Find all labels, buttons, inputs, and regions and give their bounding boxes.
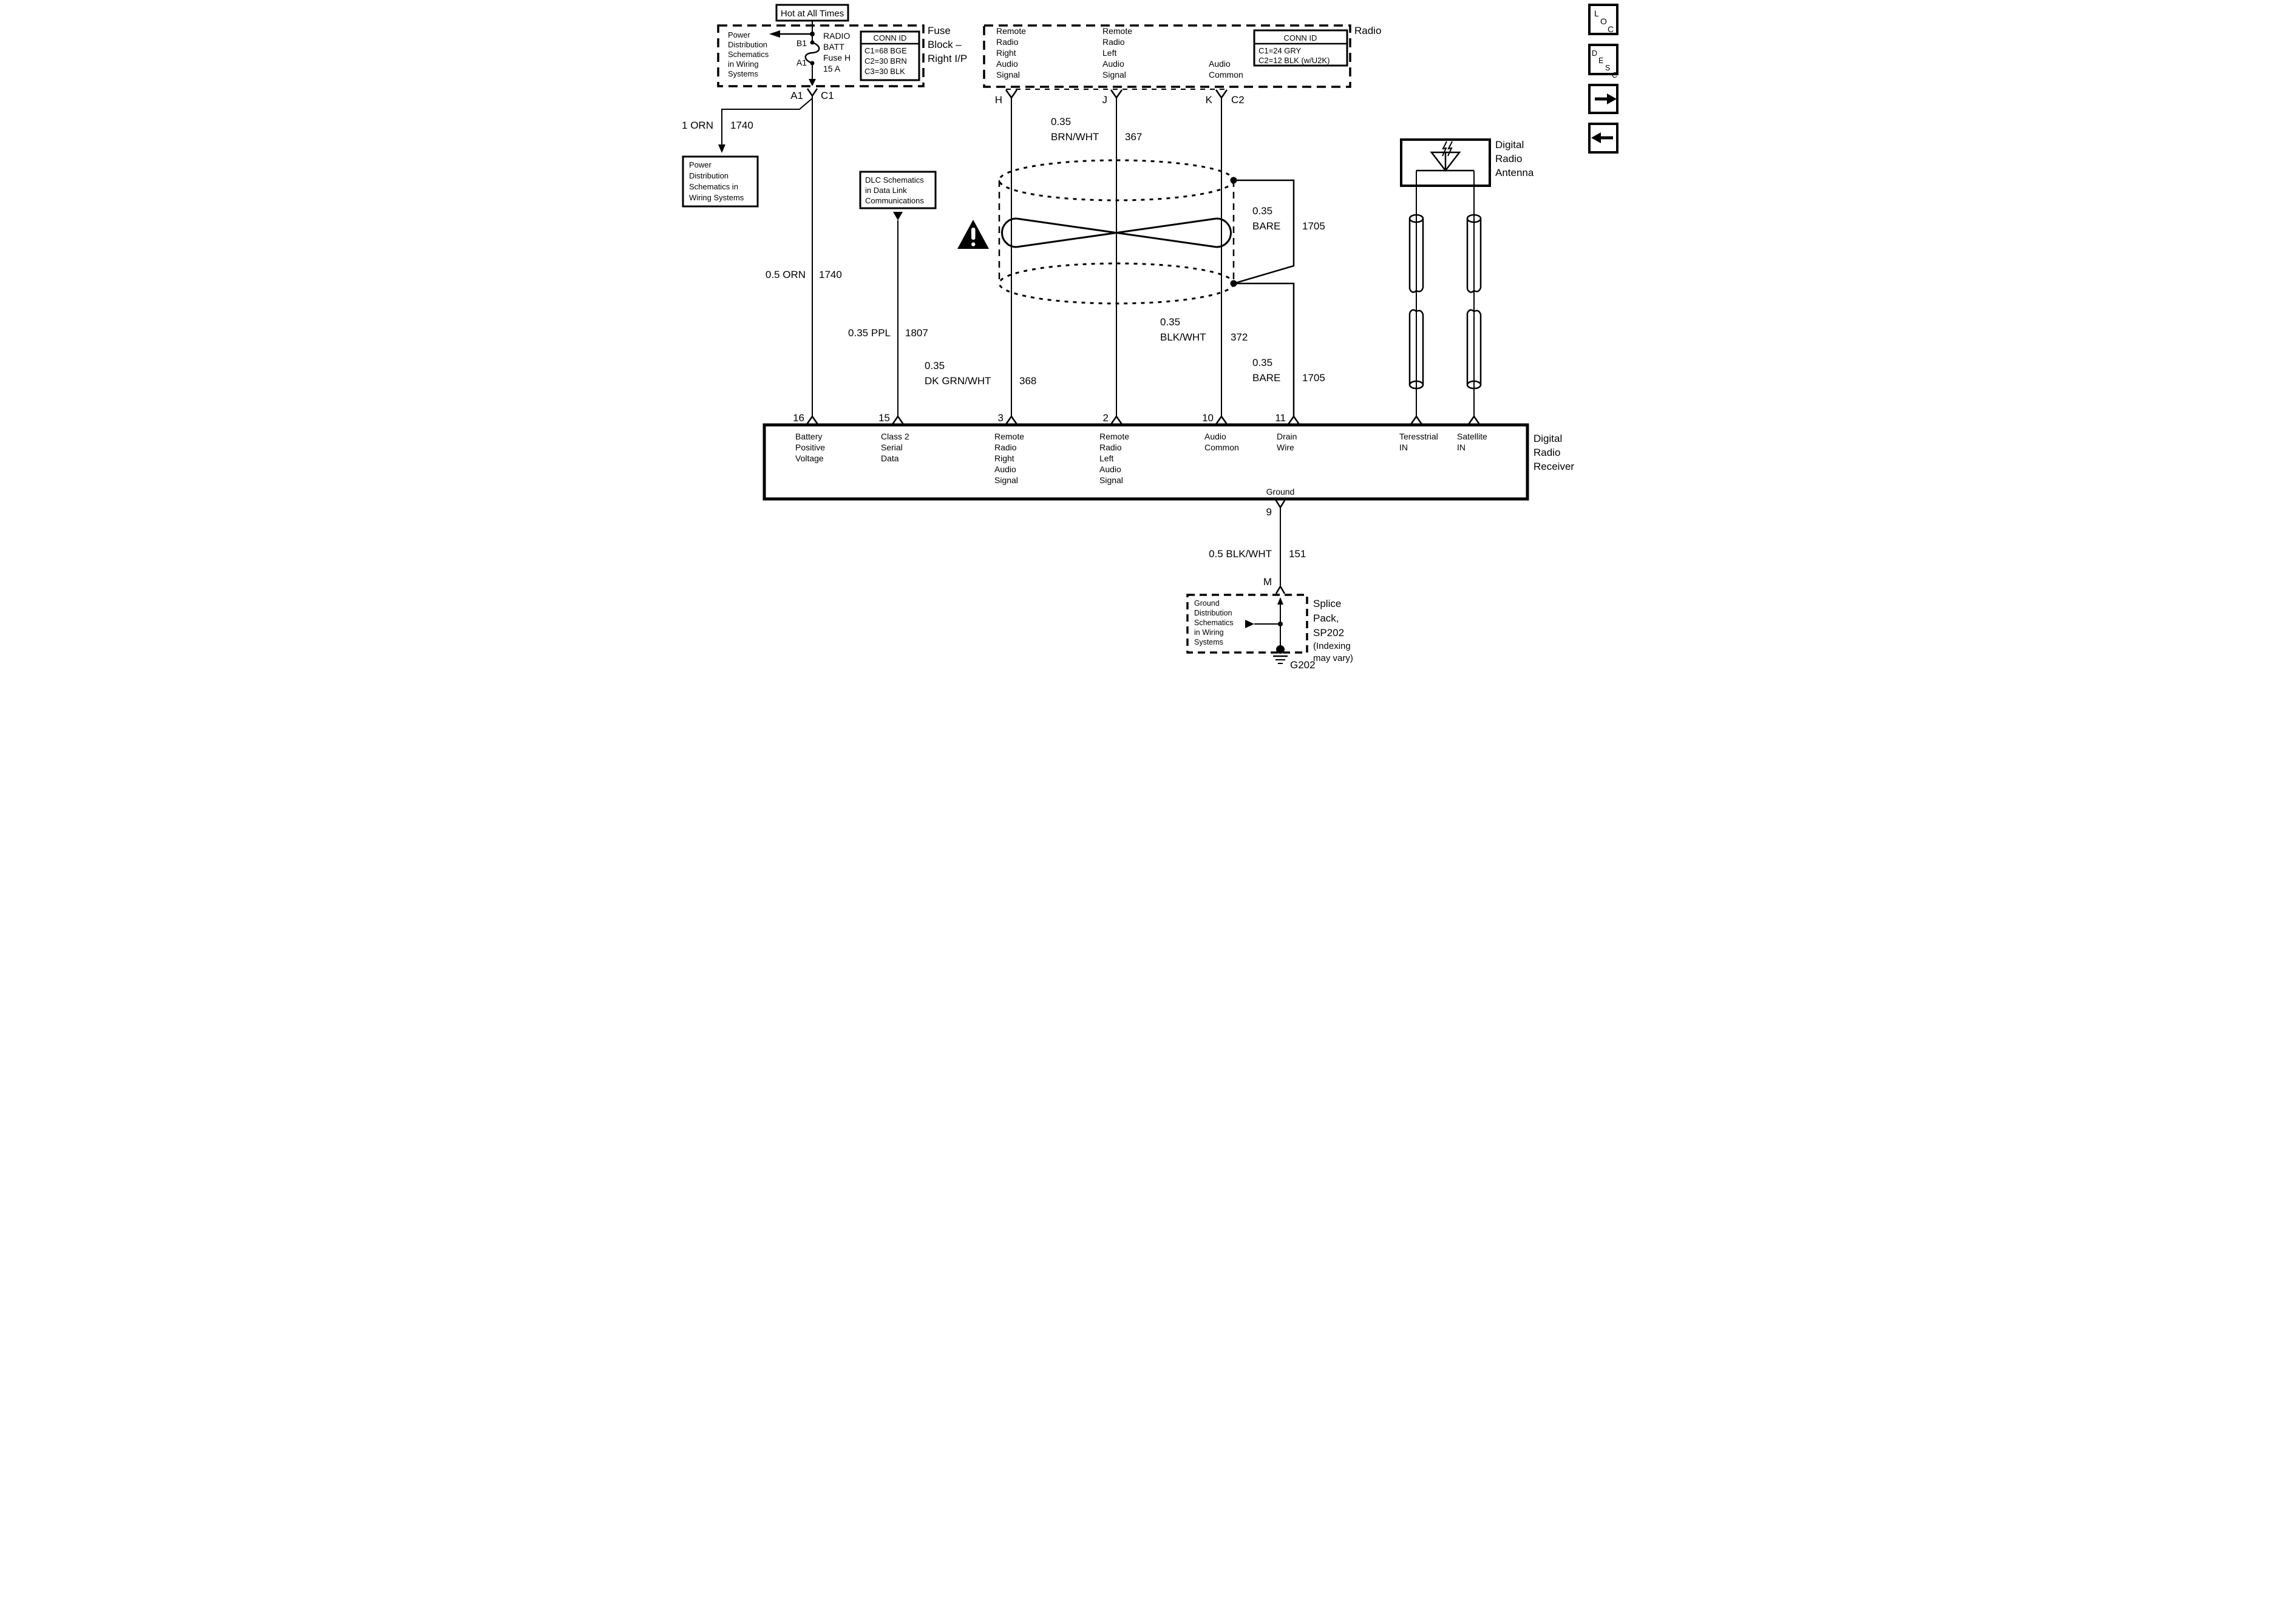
radio-col-line: Audio [1208, 59, 1231, 69]
pin-9-label: 9 [1266, 506, 1272, 518]
pin-desc-line: Class 2 [880, 432, 909, 441]
pin-desc-line: Satellite [1456, 432, 1487, 441]
receiver-label-line: Receiver [1533, 461, 1574, 472]
note-line: Systems [727, 69, 758, 78]
wiring-diagram-canvas [674, 0, 1622, 670]
radio-pin-connectors [994, 90, 1244, 106]
g202-label: G202 [1289, 659, 1316, 670]
note-line: Distribution [727, 40, 767, 49]
receiver-pin-terrestrial [1399, 416, 1438, 452]
radio-col-line: Signal [1102, 70, 1126, 80]
fuse-description [823, 31, 851, 73]
pin-number: 16 [792, 412, 804, 424]
pin-desc-line: Positive [795, 442, 825, 452]
ref-arrow-icon [1245, 620, 1280, 628]
pin-desc-line: Radio [994, 442, 1017, 452]
splice-dot [1276, 645, 1285, 654]
ppl-wire-label: 0.35 PPL [847, 327, 891, 339]
circuit-number: 1705 [1302, 372, 1325, 384]
orn-wire-label: 0.5 ORN [765, 269, 806, 280]
radio-col-line: Audio [996, 59, 1018, 69]
conn-id-row: C3=30 BLK [864, 67, 905, 76]
ground-distribution-note [1194, 599, 1234, 646]
desc-char-2: E [1598, 56, 1603, 65]
ppl-circuit-number: 1807 [905, 327, 928, 339]
connector-fork-icon [1006, 90, 1017, 98]
radio-col-line: Signal [996, 70, 1020, 80]
pin-k-label: K [1205, 94, 1212, 106]
audio-wires [925, 98, 1248, 416]
wire-size: 0.35 [1160, 316, 1180, 328]
circuit-number: 367 [1124, 131, 1142, 143]
wire-372-label [1160, 316, 1248, 343]
blkwht-wire-label: 0.5 BLK/WHT [1208, 548, 1272, 560]
antenna-label-line: Digital [1495, 139, 1524, 151]
note-line: Schematics [727, 50, 769, 59]
radio-conn-id-table [1254, 30, 1347, 66]
splice-label-line: Splice [1313, 598, 1341, 609]
desc-char-1: D [1591, 49, 1597, 58]
ref-box-line: Wiring Systems [688, 193, 744, 202]
connector-fork-icon [892, 416, 903, 424]
fuse-line: BATT [823, 42, 844, 52]
pin-desc-line: Data [880, 453, 899, 463]
wire-size: 0.35 [1050, 116, 1071, 127]
radio-col-line: Audio [1102, 59, 1124, 69]
radio-box [984, 25, 1381, 106]
conn-id-header: CONN ID [873, 33, 906, 42]
pin-number: 10 [1201, 412, 1214, 424]
radio-label: Radio [1354, 25, 1381, 36]
connector-fork-icon [1276, 586, 1285, 594]
desc-char-4: C [1611, 71, 1617, 80]
pin-desc-line: Left [1099, 453, 1113, 463]
pin-desc-line: Audio [994, 464, 1016, 474]
receiver-pin-3 [994, 412, 1024, 485]
wire-color: DK GRN/WHT [924, 375, 991, 387]
wire-size: 0.35 [924, 360, 945, 371]
connector-fork-icon [1111, 90, 1122, 98]
conn-id-header: CONN ID [1283, 33, 1317, 42]
loc-char-1: L [1594, 8, 1599, 18]
up-arrow-icon [1277, 597, 1283, 605]
radio-col-line: Common [1208, 70, 1243, 80]
fuse-block-label-line: Right I/P [927, 53, 967, 64]
wire-color: BLK/WHT [1160, 331, 1206, 343]
desc-button[interactable] [1589, 45, 1617, 80]
next-button[interactable] [1589, 85, 1617, 113]
splice-label-line: (Indexing [1313, 641, 1351, 651]
antenna-icon [1432, 141, 1459, 171]
splice-label-line: Pack, [1313, 612, 1339, 624]
pin-h-label: H [994, 94, 1002, 106]
connector-fork-icon [1216, 90, 1227, 98]
wire-color: BRN/WHT [1050, 131, 1099, 143]
pin-desc-line: Audio [1204, 432, 1226, 441]
pin-number: 3 [997, 412, 1004, 424]
nav-buttons [1589, 5, 1617, 152]
pin-c2-label: C2 [1231, 94, 1245, 106]
receiver-pin-15 [878, 412, 909, 463]
desc-char-3: S [1605, 64, 1610, 72]
receiver-pin-16 [793, 412, 825, 463]
shield-assembly [957, 160, 1237, 303]
circuit-number: 368 [1019, 375, 1036, 387]
radio-pin-k-description [1209, 59, 1243, 80]
conn-id-row: C1=24 GRY [1258, 46, 1301, 55]
note-line: Distribution [1194, 609, 1232, 617]
connector-fork-icon [1288, 416, 1299, 424]
connector-fork-icon [807, 89, 817, 96]
conn-id-row: C1=68 BGE [864, 46, 907, 55]
drain-wire [1234, 180, 1325, 416]
loc-char-3: C [1607, 24, 1614, 34]
bare-upper-label [1252, 205, 1325, 232]
note-line: Power [727, 30, 750, 39]
note-line: in Wiring [1194, 628, 1224, 637]
wire-size: 0.35 [1252, 357, 1272, 368]
radio-col-line: Right [996, 48, 1016, 58]
receiver-label [1533, 433, 1574, 472]
connector-fork-icon [1111, 416, 1122, 424]
digital-radio-receiver [764, 412, 1574, 499]
back-arrow-icon [1591, 132, 1613, 143]
splice-pack-label [1313, 598, 1353, 663]
fuse-block-label-line: Fuse [927, 25, 951, 36]
orn-circuit-number: 1740 [818, 269, 842, 280]
dlc-ref-box [860, 172, 936, 208]
connector-fork-icon [807, 416, 818, 424]
wiring-diagram-page [674, 0, 1622, 670]
wire-color: BARE [1252, 372, 1280, 384]
dlc-line: DLC Schematics [864, 175, 924, 185]
splice-label-line: may vary) [1313, 653, 1353, 663]
fuse-line: RADIO [823, 31, 850, 41]
branch-wire-label: 1 ORN [681, 120, 713, 131]
pin-m-label: M [1263, 576, 1272, 588]
radio-pin-j-description [1102, 26, 1132, 80]
pin-desc-line: Drain [1276, 432, 1297, 441]
forward-arrow-icon [1595, 93, 1617, 104]
note-line: Systems [1194, 638, 1223, 646]
pin-desc-line: Wire [1276, 442, 1294, 452]
receiver-pin-10 [1202, 412, 1239, 452]
ground-label: Ground [1266, 487, 1294, 497]
bare-lower-label [1252, 357, 1325, 384]
wire-size: 0.35 [1252, 205, 1272, 217]
fuse-icon [805, 34, 819, 86]
note-line: Ground [1194, 599, 1220, 608]
pin-j-label: J [1102, 94, 1107, 106]
note-line: in Wiring [727, 59, 759, 69]
circuit-number: 1705 [1302, 220, 1325, 232]
wire-367-label [1051, 116, 1142, 143]
blkwht-circuit-number: 151 [1288, 548, 1306, 560]
pin-desc-line: Remote [1099, 432, 1129, 441]
connector-fork-icon [1006, 416, 1017, 424]
fuse-block-label [928, 25, 967, 64]
wire-368-label [925, 360, 1036, 387]
pin-desc-line: Radio [1099, 442, 1122, 452]
down-arrow-icon [718, 144, 725, 153]
power-distribution-note [728, 30, 769, 78]
splice-label-line: SP202 [1313, 627, 1344, 639]
pin-desc-line: Battery [795, 432, 822, 441]
receiver-label-line: Radio [1533, 447, 1560, 458]
conn-id-row: C2=12 BLK (w/U2K) [1258, 56, 1330, 65]
pin-number: 2 [1102, 412, 1109, 424]
class2-wire [848, 172, 936, 416]
circuit-number: 372 [1230, 331, 1248, 343]
pin-desc-line: Signal [994, 475, 1018, 485]
splice-pack [1187, 595, 1353, 670]
receiver-label-line: Digital [1533, 433, 1562, 444]
terminal-b1-label: B1 [796, 38, 807, 48]
pin-desc-line: IN [1399, 442, 1408, 452]
fuse-block-label-line: Block – [927, 39, 962, 50]
receiver-pin-satellite [1457, 416, 1487, 452]
pin-desc-line: Audio [1099, 464, 1121, 474]
ground-icon [1273, 656, 1288, 663]
ref-box-line: Schematics in [688, 182, 738, 191]
connector-c1-label: C1 [820, 90, 834, 101]
radio-col-line: Remote [996, 26, 1026, 36]
radio-col-line: Remote [1102, 26, 1132, 36]
hot-at-all-times-label: Hot at All Times [780, 8, 844, 19]
radio-col-line: Radio [996, 37, 1019, 47]
fuse-line: Fuse H [823, 53, 851, 63]
radio-pin-h-description [996, 26, 1026, 80]
junction-dot [1278, 622, 1283, 626]
pin-desc-line: Remote [994, 432, 1024, 441]
pin-desc-line: Right [994, 453, 1014, 463]
pin-number: 11 [1274, 412, 1286, 424]
pin-desc-line: Teresstrial [1399, 432, 1438, 441]
pin-desc-line: Serial [880, 442, 903, 452]
warning-icon [957, 220, 989, 249]
receiver-pin-11 [1275, 412, 1299, 452]
pin-number: 15 [878, 412, 890, 424]
hot-at-all-times-box [776, 5, 848, 21]
loc-char-2: O [1600, 16, 1607, 26]
pin-desc-line: Signal [1099, 475, 1123, 485]
dlc-line: in Data Link [864, 186, 907, 195]
connector-fork-icon [1411, 416, 1422, 424]
fuse-line: 15 A [823, 64, 840, 73]
antenna-label-line: Antenna [1495, 167, 1533, 178]
terminal-a1-label: A1 [796, 58, 807, 67]
antenna-label [1495, 139, 1534, 178]
connector-fork-icon [1275, 500, 1285, 507]
pin-desc-line: Voltage [795, 453, 824, 463]
dlc-line: Communications [864, 196, 924, 205]
ref-box-line: Power [688, 160, 712, 169]
antenna-label-line: Radio [1495, 153, 1522, 164]
pin-desc-line: IN [1456, 442, 1466, 452]
connector-a1-label: A1 [790, 90, 803, 101]
note-line: Schematics [1194, 619, 1234, 627]
prev-button[interactable] [1589, 124, 1617, 152]
branch-circuit-number: 1740 [730, 120, 753, 131]
radio-col-line: Radio [1102, 37, 1125, 47]
fuse-block [718, 21, 967, 86]
pin-desc-line: Common [1204, 442, 1239, 452]
branch-arrow-icon [769, 30, 812, 38]
from-arrow-icon [893, 212, 903, 220]
digital-radio-antenna [1401, 139, 1534, 416]
fuse-conn-id-table [861, 32, 919, 80]
orn-wire [682, 96, 842, 416]
receiver-pin-2 [1099, 412, 1129, 485]
ref-box-line: Distribution [688, 171, 729, 180]
radio-col-line: Left [1102, 48, 1116, 58]
loc-button[interactable] [1589, 5, 1617, 34]
power-distribution-ref-box [683, 157, 758, 206]
connector-fork-icon [1469, 416, 1479, 424]
conn-id-row: C2=30 BRN [864, 56, 907, 66]
connector-fork-icon [1216, 416, 1227, 424]
wire-color: BARE [1252, 220, 1280, 232]
